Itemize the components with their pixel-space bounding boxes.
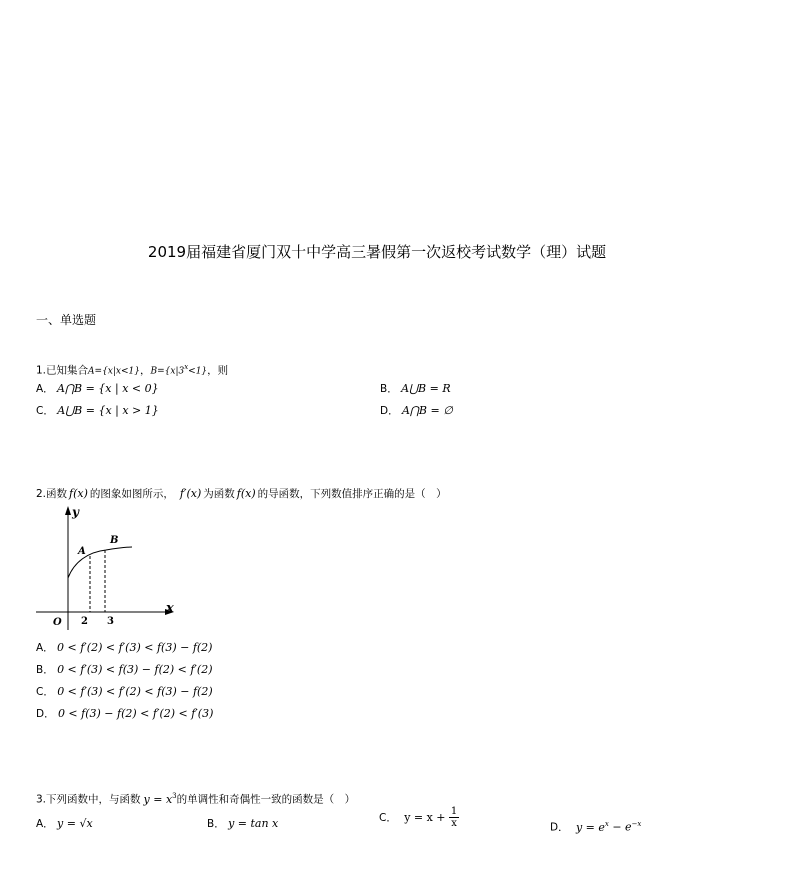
q1-option-d[interactable] — [380, 404, 453, 418]
question-text: 为函数 — [203, 488, 235, 500]
separator: ， — [139, 364, 151, 377]
question-text-suffix: ，则 — [207, 364, 229, 377]
option-expression: A⋃B = R — [401, 382, 451, 395]
q1-option-b[interactable] — [380, 382, 451, 396]
option-label: B． — [380, 383, 398, 395]
tick-label-3: 3 — [107, 616, 114, 627]
question-2-stem — [36, 487, 447, 501]
y-axis-arrow — [65, 506, 71, 515]
option-expression: A⋂B = ∅ — [401, 404, 453, 417]
q3-option-a[interactable] — [36, 817, 93, 831]
option-expression: A⋃B = {x | x > 1} — [57, 404, 159, 417]
option-label: D． — [550, 821, 569, 834]
option-label: A． — [36, 383, 54, 395]
set-b-exponent: x — [184, 363, 189, 371]
q1-option-c[interactable] — [36, 404, 159, 418]
fraction-denominator: x — [451, 818, 457, 829]
function-y-x3: y = x — [143, 792, 173, 806]
question-text: 的图象如图所示， — [89, 488, 174, 500]
function-graph — [30, 500, 190, 635]
question-text: 下列函数中，与函数 — [46, 793, 141, 806]
q3-option-c[interactable] — [379, 806, 459, 829]
set-b: B={x|3 — [150, 366, 185, 377]
fraction — [449, 806, 459, 829]
exponent: x — [604, 820, 609, 828]
question-text: 函数 — [46, 488, 68, 500]
question-number: 3. — [36, 793, 47, 806]
option-label: B． — [207, 818, 225, 830]
q2-option-c[interactable] — [36, 685, 213, 699]
set-b-tail: <1} — [188, 366, 208, 377]
q1-option-a[interactable] — [36, 382, 159, 396]
section-heading: 一、单选题 — [36, 313, 97, 327]
option-label: A． — [36, 642, 54, 654]
question-number: 2. — [36, 488, 47, 500]
question-number: 1. — [36, 364, 47, 377]
set-a: A={x|x<1} — [88, 366, 140, 377]
option-expression: 0 < f′(2) < f′(3) < f(3) − f(2) — [57, 641, 213, 654]
q2-option-b[interactable] — [36, 663, 213, 677]
exponent: 3 — [172, 792, 177, 800]
function-fx: f(x) — [236, 487, 256, 500]
question-1-stem — [36, 360, 228, 379]
y-axis-label: y — [72, 505, 79, 519]
option-label: C． — [379, 811, 397, 824]
question-3-stem — [36, 789, 355, 807]
q3-option-d[interactable] — [550, 817, 641, 835]
point-b-label: B — [110, 535, 119, 546]
function-fx: f(x) — [69, 487, 88, 500]
point-a-label: A — [78, 546, 86, 557]
question-text: 的单调性和奇偶性一致的函数是（ ） — [176, 793, 356, 806]
option-expression-mid: − e — [608, 820, 632, 834]
option-label: A． — [36, 818, 54, 830]
q2-option-a[interactable] — [36, 641, 212, 655]
option-label: D． — [36, 708, 55, 720]
fraction-numerator: 1 — [450, 806, 458, 817]
option-expression: 0 < f′(3) < f(3) − f(2) < f′(2) — [57, 663, 213, 676]
tick-label-2: 2 — [81, 616, 88, 627]
x-axis-label: x — [166, 601, 174, 616]
exponent: −x — [631, 820, 642, 828]
option-expression: y = tan x — [228, 817, 279, 830]
question-text: 已知集合 — [46, 364, 89, 377]
option-expression: A⋂B = {x | x < 0} — [57, 382, 159, 395]
option-label: C． — [36, 405, 54, 417]
option-label: C． — [36, 686, 54, 698]
function-fpx: f′(x) — [179, 487, 202, 500]
option-label: B． — [36, 664, 54, 676]
option-expression: y = e — [575, 820, 605, 834]
option-label: D． — [380, 405, 399, 417]
question-text: 的导函数，下列数值排序正确的是（ ） — [257, 488, 447, 500]
page-title: 2019届福建省厦门双十中学高三暑假第一次返校考试数学（理）试题 — [147, 243, 607, 261]
option-expression: 0 < f(3) − f(2) < f′(2) < f′(3) — [57, 707, 214, 720]
option-expression: 0 < f′(3) < f′(2) < f(3) − f(2) — [57, 685, 213, 698]
option-expression: y = x + — [404, 810, 446, 824]
origin-label: O — [53, 617, 62, 628]
option-expression: y = √x — [57, 817, 93, 830]
q3-option-b[interactable] — [207, 817, 278, 831]
q2-option-d[interactable] — [36, 707, 213, 721]
